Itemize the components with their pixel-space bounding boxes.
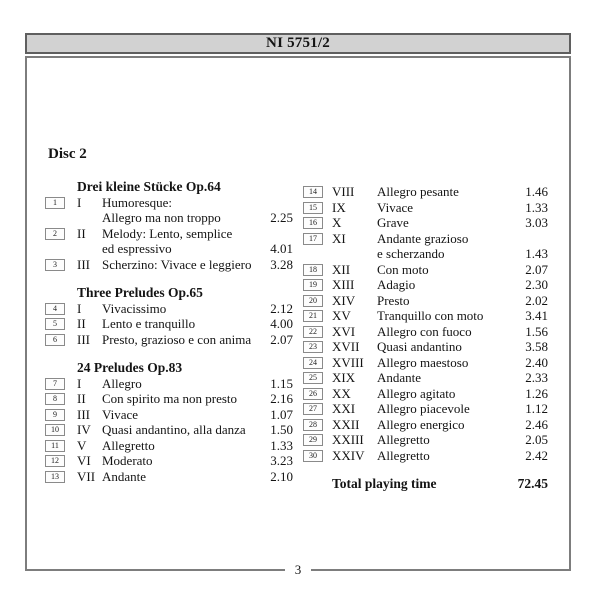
track-number-box: 19 — [303, 279, 323, 291]
track-time: 4.00 — [270, 316, 293, 331]
track-row — [45, 376, 293, 392]
track-time: 2.02 — [525, 292, 548, 308]
track-title: Presto, grazioso e con anima — [102, 331, 252, 347]
track-roman-numeral: II — [77, 225, 86, 241]
total-row — [332, 476, 548, 492]
footer-rule-left — [25, 569, 285, 571]
track-number-box: 24 — [303, 357, 323, 369]
track-title: Allegro maestoso — [377, 354, 469, 370]
track-time: 2.40 — [525, 354, 548, 370]
track-title: Vivacissimo — [102, 300, 167, 316]
track-time: 2.07 — [270, 331, 293, 347]
track-row — [303, 246, 548, 262]
track-number-box: 26 — [303, 388, 323, 400]
track-roman-numeral: XVIII — [332, 354, 364, 370]
track-row — [303, 324, 548, 340]
track-time: 2.42 — [525, 447, 548, 463]
track-roman-numeral: XIX — [332, 370, 356, 385]
track-time: 1.15 — [270, 375, 293, 391]
track-number-box: 3 — [45, 259, 65, 271]
catalog-header-bar — [25, 33, 571, 54]
track-time: 2.25 — [270, 210, 293, 225]
track-row — [45, 241, 293, 257]
track-roman-numeral: I — [77, 375, 82, 391]
track-roman-numeral: V — [77, 437, 87, 453]
track-row — [303, 184, 548, 200]
track-time: 3.58 — [525, 339, 548, 354]
track-row — [303, 448, 548, 464]
track-title: Tranquillo con moto — [377, 308, 484, 323]
track-roman-numeral: XIII — [332, 277, 355, 292]
track-number-box: 13 — [45, 471, 65, 483]
track-roman-numeral: XI — [332, 230, 346, 246]
track-row — [303, 277, 548, 293]
track-title: Humoresque: — [102, 194, 173, 210]
track-title: Adagio — [377, 277, 416, 292]
track-number-spacer — [45, 212, 65, 224]
track-time: 2.12 — [270, 300, 293, 316]
track-roman-numeral: XVI — [332, 323, 356, 339]
track-roman-numeral: III — [77, 256, 90, 272]
track-number-box: 8 — [45, 393, 65, 405]
track-row — [303, 370, 548, 386]
track-roman-numeral: IX — [332, 199, 346, 215]
track-time: 2.10 — [270, 468, 293, 484]
tracklist-box — [25, 56, 571, 570]
track-title: Allegro piacevole — [377, 401, 470, 416]
track-row — [45, 257, 293, 273]
track-roman-numeral: II — [77, 316, 86, 331]
track-roman-numeral: I — [77, 194, 82, 210]
track-time: 3.03 — [525, 215, 548, 230]
track-row — [45, 407, 293, 423]
track-number-box: 20 — [303, 295, 323, 307]
track-title: Andante — [102, 468, 147, 484]
page-number: 3 — [294, 562, 302, 577]
track-number-box: 1 — [45, 197, 65, 209]
section-title: Three Preludes Op.65 — [77, 285, 203, 300]
track-roman-numeral: III — [77, 406, 90, 422]
track-time: 1.46 — [525, 184, 548, 199]
track-roman-numeral: IV — [77, 422, 91, 437]
track-roman-numeral: XXII — [332, 416, 360, 432]
track-row — [303, 215, 548, 231]
track-row — [45, 226, 293, 242]
track-time: 1.26 — [525, 385, 548, 401]
track-number-box: 17 — [303, 233, 323, 245]
page-footer — [25, 561, 571, 579]
track-title: Allegro energico — [377, 416, 465, 432]
track-title: e scherzando — [377, 246, 445, 261]
track-time: 2.05 — [525, 432, 548, 447]
track-roman-numeral: VI — [77, 453, 91, 468]
track-row — [303, 339, 548, 355]
track-title: Con moto — [377, 261, 429, 277]
track-number-spacer — [303, 248, 323, 260]
track-time: 1.12 — [525, 401, 548, 416]
track-number-box: 2 — [45, 228, 65, 240]
disc-title: Disc 2 — [48, 146, 87, 162]
total-playing-time-value: 72.45 — [517, 476, 548, 491]
track-row — [303, 386, 548, 402]
track-row — [45, 332, 293, 348]
track-number-box: 15 — [303, 202, 323, 214]
track-title: Allegretto — [377, 432, 430, 447]
track-number-box: 12 — [45, 455, 65, 467]
track-number-box: 14 — [303, 186, 323, 198]
track-row — [45, 469, 293, 485]
track-row — [45, 391, 293, 407]
track-number-box: 18 — [303, 264, 323, 276]
track-title: Allegro — [102, 375, 142, 391]
track-number-box: 7 — [45, 378, 65, 390]
track-roman-numeral: XII — [332, 261, 351, 277]
track-roman-numeral: X — [332, 215, 342, 230]
track-time: 1.07 — [270, 406, 293, 422]
track-number-spacer — [45, 243, 65, 255]
track-number-box: 29 — [303, 434, 323, 446]
track-title: Allegro agitato — [377, 385, 456, 401]
track-time: 2.46 — [525, 416, 548, 432]
track-row — [303, 355, 548, 371]
track-number-box: 25 — [303, 372, 323, 384]
track-number-box: 6 — [45, 334, 65, 346]
track-row — [303, 200, 548, 216]
track-row — [45, 422, 293, 438]
track-roman-numeral: III — [77, 331, 90, 347]
track-row — [303, 231, 548, 247]
track-time: 3.41 — [525, 308, 548, 323]
track-number-box: 9 — [45, 409, 65, 421]
catalog-number: NI 5751/2 — [266, 35, 330, 51]
track-time: 4.01 — [270, 241, 293, 256]
track-number-box: 22 — [303, 326, 323, 338]
track-time: 3.28 — [270, 256, 293, 272]
track-roman-numeral: XXI — [332, 401, 356, 416]
track-row — [303, 401, 548, 417]
tracklist-columns — [45, 179, 569, 492]
track-title: Grave — [377, 215, 409, 230]
track-time: 3.23 — [270, 453, 293, 468]
section-title: Drei kleine Stücke Op.64 — [77, 179, 221, 194]
track-title: Con spirito ma non presto — [102, 391, 238, 406]
track-number-box: 23 — [303, 341, 323, 353]
track-row — [45, 195, 293, 211]
track-title: Allegretto — [377, 447, 430, 463]
track-row — [303, 293, 548, 309]
track-number-box: 10 — [45, 424, 65, 436]
track-row — [45, 453, 293, 469]
track-number-box: 30 — [303, 450, 323, 462]
track-title: Presto — [377, 292, 410, 308]
track-roman-numeral: I — [77, 300, 82, 316]
track-title: Quasi andantino, alla danza — [102, 422, 246, 437]
track-number-box: 4 — [45, 303, 65, 315]
track-roman-numeral: XXIII — [332, 432, 364, 447]
track-time: 2.07 — [525, 261, 548, 277]
footer-rule-right — [311, 569, 571, 571]
track-time: 2.30 — [525, 277, 548, 292]
track-time: 1.56 — [525, 323, 548, 339]
section-title: 24 Preludes Op.83 — [77, 360, 183, 375]
tracklist-right-column — [303, 179, 548, 492]
tracklist-left-column — [45, 179, 293, 492]
track-title: Andante — [377, 370, 422, 385]
track-roman-numeral: XVII — [332, 339, 360, 354]
track-row — [45, 301, 293, 317]
track-title: Allegro pesante — [377, 184, 459, 199]
track-number-box: 11 — [45, 440, 65, 452]
track-title: Moderato — [102, 453, 153, 468]
track-number-box: 16 — [303, 217, 323, 229]
track-roman-numeral: VII — [77, 468, 96, 484]
total-playing-time-label: Total playing time — [332, 476, 437, 491]
track-time: 1.43 — [525, 246, 548, 261]
track-title: Andante grazioso — [377, 230, 469, 246]
track-number-box: 21 — [303, 310, 323, 322]
track-title: Vivace — [377, 199, 414, 215]
track-time: 2.16 — [270, 391, 293, 406]
track-row — [45, 316, 293, 332]
track-title: Scherzino: Vivace e leggiero — [102, 256, 252, 272]
track-roman-numeral: II — [77, 391, 86, 406]
track-title: Allegro con fuoco — [377, 323, 472, 339]
track-row — [303, 417, 548, 433]
track-time: 1.33 — [525, 199, 548, 215]
track-title: Melody: Lento, semplice — [102, 225, 233, 241]
track-number-box: 5 — [45, 318, 65, 330]
track-row — [45, 438, 293, 454]
track-roman-numeral: VIII — [332, 184, 355, 199]
track-roman-numeral: XV — [332, 308, 351, 323]
track-row — [303, 262, 548, 278]
track-title: Lento e tranquillo — [102, 316, 196, 331]
track-title: ed espressivo — [102, 241, 172, 256]
track-row — [45, 210, 293, 226]
track-title: Allegretto — [102, 437, 155, 453]
track-title: Quasi andantino — [377, 339, 462, 354]
track-roman-numeral: XIV — [332, 292, 356, 308]
track-title: Allegro ma non troppo — [102, 210, 221, 225]
track-time: 1.50 — [270, 422, 293, 437]
track-number-box: 28 — [303, 419, 323, 431]
track-row — [303, 308, 548, 324]
track-roman-numeral: XXIV — [332, 447, 365, 463]
track-title: Vivace — [102, 406, 139, 422]
track-time: 2.33 — [525, 370, 548, 385]
track-time: 1.33 — [270, 437, 293, 453]
track-number-box: 27 — [303, 403, 323, 415]
track-roman-numeral: XX — [332, 385, 351, 401]
track-row — [303, 432, 548, 448]
